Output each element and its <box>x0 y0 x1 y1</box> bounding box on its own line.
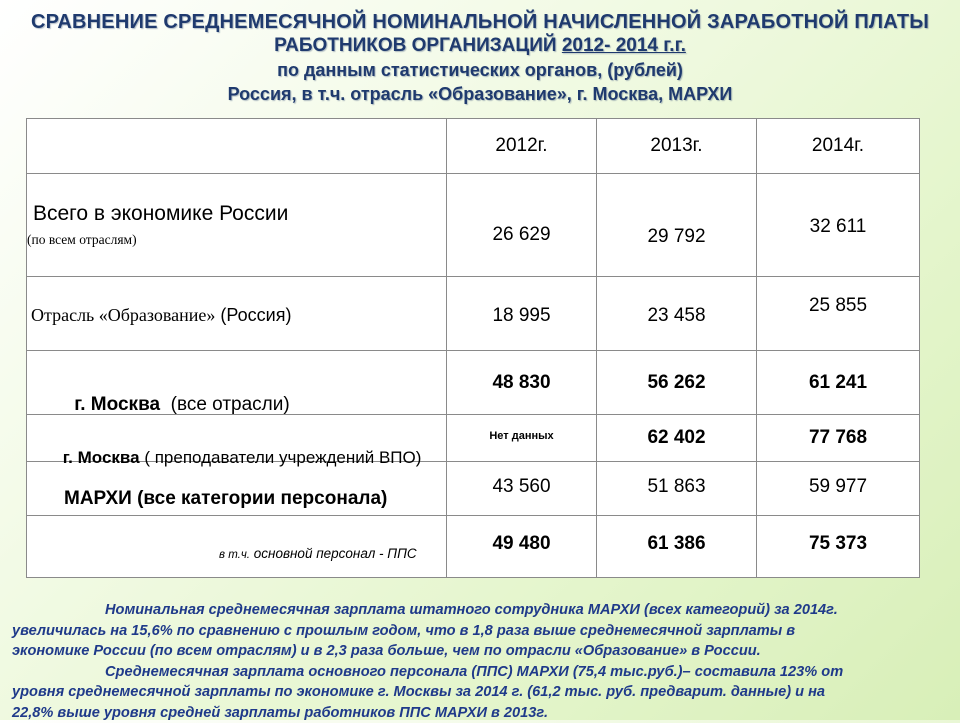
footer-line: Среднемесячная зарплата основного персонала (ППС) МАРХИ (75,4 тыс.руб.)– составила 123% от <box>12 662 948 683</box>
value-cell: 32 611 <box>757 174 920 277</box>
header-empty-cell <box>27 119 447 174</box>
row-label-suffix: (Россия) <box>215 305 291 325</box>
value-cell: 61 241 <box>757 351 920 415</box>
title-line-2-text: РАБОТНИКОВ ОРГАНИЗАЦИЙ <box>274 35 562 56</box>
row-label-cell <box>27 516 447 578</box>
row-label-prefix: в т.ч. <box>219 549 250 561</box>
value-cell: 26 629 <box>447 174 597 277</box>
header-2012: 2012г. <box>447 119 597 174</box>
footer-line: 22,8% выше уровня средней зарплаты работников ППС МАРХИ в 2013г. <box>12 703 948 723</box>
value-cell: 29 792 <box>597 174 757 277</box>
value-cell: 62 402 <box>597 415 757 462</box>
table-row <box>27 351 920 415</box>
table-row <box>27 462 920 516</box>
value-cell: 18 995 <box>447 277 597 351</box>
table-row <box>27 277 920 351</box>
table-row <box>27 415 920 462</box>
value-cell: 43 560 <box>447 462 597 516</box>
value-cell: 51 863 <box>597 462 757 516</box>
header-2013: 2013г. <box>597 119 757 174</box>
table-header-row <box>27 119 920 174</box>
title-line-1: СРАВНЕНИЕ СРЕДНЕМЕСЯЧНОЙ НОМИНАЛЬНОЙ НАЧИСЛЕННОЙ ЗАРАБОТНОЙ ПЛАТЫ <box>20 10 940 34</box>
value-cell: 23 458 <box>597 277 757 351</box>
footer-line: уровня среднемесячной зарплаты по экономике г. Москвы за 2014 г. (61,2 тыс. руб. предварит. данные) и на <box>12 682 948 703</box>
value-cell: 75 373 <box>757 516 920 578</box>
row-label: Отрасль «Образование» <box>31 305 215 325</box>
title-line-3: по данным статистических органов, (рублей) <box>20 58 940 82</box>
row-label-suffix: (все отрасли) <box>160 394 290 415</box>
row-label-cell <box>27 174 447 277</box>
row-label-cell <box>27 462 447 516</box>
title-line-4: Россия, в т.ч. отрасль «Образование», г. Москва, МАРХИ <box>20 82 940 106</box>
header-2014: 2014г. <box>757 119 920 174</box>
value-cell: 77 768 <box>757 415 920 462</box>
footer-notes <box>12 600 948 723</box>
row-label: МАРХИ (все категории персонала) <box>64 488 387 510</box>
table-row <box>27 516 920 578</box>
row-label-cell <box>27 351 447 415</box>
row-label: Всего в экономике России <box>33 202 288 226</box>
row-label-cell <box>27 415 447 462</box>
value-cell: 56 262 <box>597 351 757 415</box>
value-cell: 48 830 <box>447 351 597 415</box>
value-cell: 49 480 <box>447 516 597 578</box>
row-label: г. Москва <box>63 448 140 467</box>
table-row <box>27 174 920 277</box>
row-label: г. Москва <box>74 394 160 415</box>
footer-line: увеличилась на 15,6% по сравнению с прошлым годом, что в 1,8 раза выше среднемесячной зарплаты в <box>12 621 948 642</box>
value-cell: 59 977 <box>757 462 920 516</box>
salary-table <box>26 118 920 578</box>
row-sublabel: (по всем отраслям) <box>27 232 137 248</box>
row-label-suffix: ( преподаватели учреждений ВПО) <box>140 448 422 467</box>
row-label-cell <box>27 277 447 351</box>
value-cell: 25 855 <box>757 277 920 351</box>
title-line-2 <box>20 34 940 58</box>
page-title <box>20 10 940 106</box>
footer-line: Номинальная среднемесячная зарплата штатного сотрудника МАРХИ (всех категорий) за 2014г. <box>12 600 948 621</box>
value-cell: Нет данных <box>447 415 597 462</box>
title-years: 2012- 2014 г.г. <box>562 35 686 56</box>
row-label: основной персонал - ППС <box>250 546 417 561</box>
footer-line: экономике России (по всем отраслям) и в 2,3 раза больше, чем по отрасли «Образование» в России. <box>12 641 948 662</box>
value-cell: 61 386 <box>597 516 757 578</box>
